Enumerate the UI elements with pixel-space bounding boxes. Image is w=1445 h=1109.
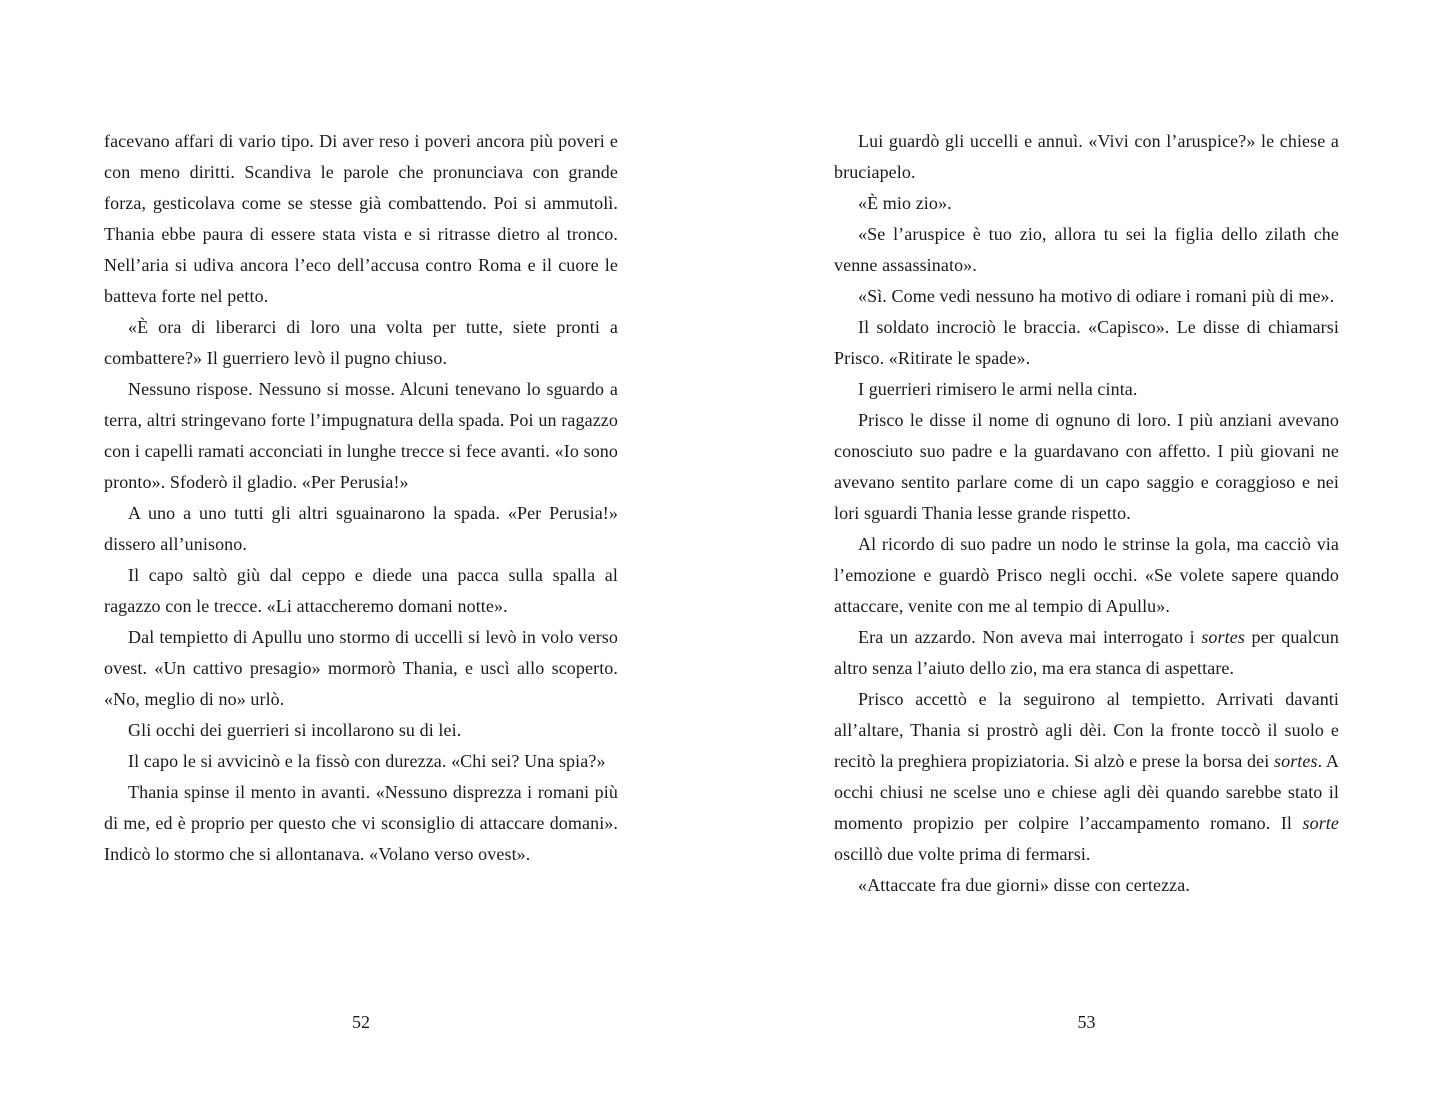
paragraph: facevano affari di vario tipo. Di aver reso i poveri ancora più poveri e con meno diritti. Scandiva le parole che pronunciava con grande forza, gesticolava come se stesse già combattendo. Poi si ammutolì. Thania ebbe paura di essere stata vista e si ritrasse dietro al tronco. Nell’aria si udiva ancora l’eco dell’accusa contro Roma e il cuore le batteva forte nel petto. — [104, 131, 618, 306]
paragraph: Era un azzardo. Non aveva mai interrogato i sortes per qualcun altro senza l’aiuto dello zio, ma era stanca di aspettare. — [834, 627, 1339, 678]
paragraph: «Sì. Come vedi nessuno ha motivo di odiare i romani più di me». — [858, 286, 1335, 306]
page-right-number: 53 — [1077, 1012, 1096, 1032]
paragraph: Prisco le disse il nome di ognuno di loro. I più anziani avevano conosciuto suo padre e la guardavano con affetto. I più giovani ne avevano sentito parlare come di un capo saggio e coraggioso e nei lori sguardi Thania lesse grande rispetto. — [834, 410, 1339, 523]
paragraph: Thania spinse il mento in avanti. «Nessuno disprezza i romani più di me, ed è proprio per questo che vi sconsiglio di attaccare domani». Indicò lo stormo che si allontanava. «Volano verso ovest». — [104, 782, 618, 864]
paragraph: Il soldato incrociò le braccia. «Capisco». Le disse di chiamarsi Prisco. «Ritirate le spade». — [834, 317, 1339, 368]
paragraph: Prisco accettò e la seguirono al tempietto. Arrivati davanti all’altare, Thania si prostrò agli dèi. Con la fronte toccò il suolo e recitò la preghiera propiziatoria. Si alzò e prese la borsa dei sortes. A occhi chiusi ne scelse uno e chiese agli dèi quando sarebbe stato il momento propizio per colpire l’accampamento romano. Il sorte oscillò due volte prima di fermarsi. — [834, 689, 1339, 864]
page-left-text-column — [104, 126, 618, 870]
paragraph: Dal tempietto di Apullu uno stormo di uccelli si levò in volo verso ovest. «Un cattivo presagio» mormorò Thania, e uscì allo scoperto. «No, meglio di no» urlò. — [104, 627, 618, 709]
paragraph: Il capo saltò giù dal ceppo e diede una pacca sulla spalla al ragazzo con le trecce. «Li attaccheremo domani notte». — [104, 565, 618, 616]
paragraph: «È ora di liberarci di loro una volta per tutte, siete pronti a combattere?» Il guerriero levò il pugno chiuso. — [104, 317, 618, 368]
paragraph: Gli occhi dei guerrieri si incollarono su di lei. — [128, 720, 462, 740]
page-right-text-column — [834, 126, 1339, 901]
paragraph: Al ricordo di suo padre un nodo le strinse la gola, ma cacciò via l’emozione e guardò Prisco negli occhi. «Se volete sapere quando attaccare, venite con me al tempio di Apullu». — [834, 534, 1339, 616]
paragraph: «Attaccate fra due giorni» disse con certezza. — [858, 875, 1190, 895]
paragraph: I guerrieri rimisero le armi nella cinta. — [858, 379, 1138, 399]
paragraph: «Se l’aruspice è tuo zio, allora tu sei la figlia dello zilath che venne assassinato». — [834, 224, 1339, 275]
paragraph: «È mio zio». — [858, 193, 952, 213]
paragraph: Lui guardò gli uccelli e annuì. «Vivi con l’aruspice?» le chiese a bruciapelo. — [834, 131, 1339, 182]
paragraph: Il capo le si avvicinò e la fissò con durezza. «Chi sei? Una spia?» — [128, 751, 606, 771]
paragraph: A uno a uno tutti gli altri sguainarono la spada. «Per Perusia!» dissero all’unisono. — [104, 503, 618, 554]
page-left-number: 52 — [352, 1012, 370, 1032]
paragraph: Nessuno rispose. Nessuno si mosse. Alcuni tenevano lo sguardo a terra, altri stringevano forte l’impugnatura della spada. Poi un ragazzo con i capelli ramati acconciati in lunghe trecce si fece avanti. «Io sono pronto». Sfoderò il gladio. «Per Perusia!» — [104, 379, 618, 492]
